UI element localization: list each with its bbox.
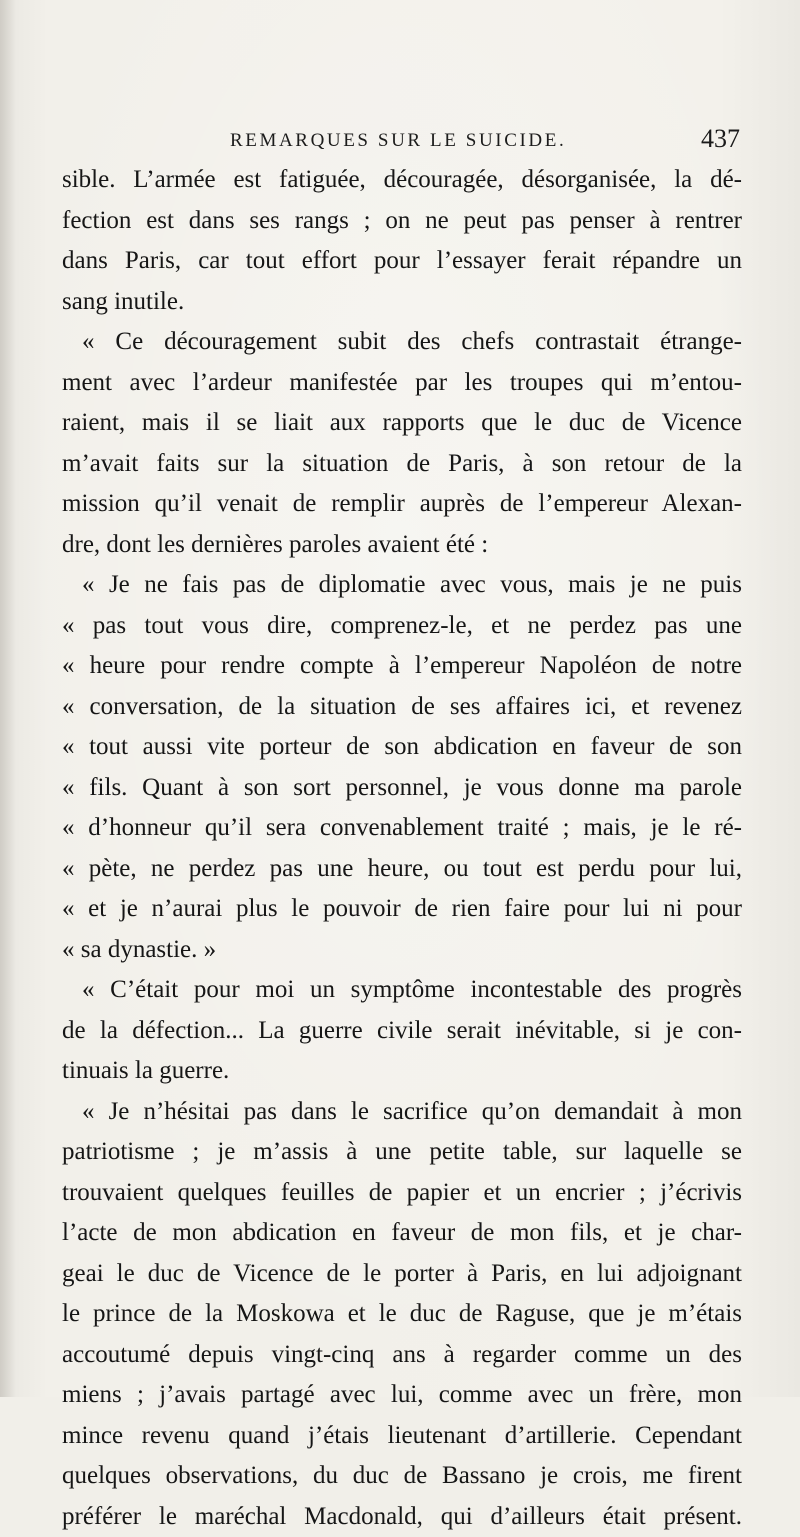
text-line: préférer le maréchal Macdonald, qui d’ailleurs était présent. [62, 1497, 742, 1537]
text-line: sible. L’armée est fatiguée, découragée, désorganisée, la dé- [62, 160, 742, 201]
text-line: miens ; j’avais partagé avec lui, comme avec un frère, mon [62, 1375, 742, 1416]
text-line: « heure pour rendre compte à l’empereur Napoléon de notre [62, 646, 742, 687]
text-line: fection est dans ses rangs ; on ne peut pas penser à rentrer [62, 201, 742, 242]
text-line: « et je n’aurai plus le pouvoir de rien faire pour lui ni pour [62, 889, 742, 930]
text-line: « conversation, de la situation de ses affaires ici, et revenez [62, 687, 742, 728]
text-line: de la défection... La guerre civile serait inévitable, si je con- [62, 1011, 742, 1052]
text-line: trouvaient quelques feuilles de papier et un encrier ; j’écrivis [62, 1173, 742, 1214]
text-line: « d’honneur qu’il sera convenablement traité ; mais, je le ré- [62, 808, 742, 849]
text-line: ment avec l’ardeur manifestée par les troupes qui m’entou- [62, 363, 742, 404]
body-text [62, 160, 742, 1537]
text-line: sang inutile. [62, 282, 742, 323]
text-line: mince revenu quand j’étais lieutenant d’artillerie. Cependant [62, 1416, 742, 1457]
text-line: « fils. Quant à son sort personnel, je vous donne ma parole [62, 768, 742, 809]
text-line: dre, dont les dernières paroles avaient été : [62, 525, 742, 566]
page-gutter-shadow [0, 0, 16, 1397]
text-line: « sa dynastie. » [62, 930, 742, 971]
text-line: l’acte de mon abdication en faveur de mon fils, et je char- [62, 1213, 742, 1254]
text-line: dans Paris, car tout effort pour l’essayer ferait répandre un [62, 241, 742, 282]
text-line: « Je ne fais pas de diplomatie avec vous, mais je ne puis [62, 565, 742, 606]
running-title: REMARQUES SUR LE SUICIDE. [230, 130, 566, 152]
text-line: geai le duc de Vicence de le porter à Paris, en lui adjoignant [62, 1254, 742, 1295]
text-line: quelques observations, du duc de Bassano je crois, me firent [62, 1456, 742, 1497]
text-line: « Je n’hésitai pas dans le sacrifice qu’on demandait à mon [62, 1092, 742, 1133]
text-line: m’avait faits sur la situation de Paris, à son retour de la [62, 444, 742, 485]
page-header [62, 128, 742, 162]
text-line: « tout aussi vite porteur de son abdication en faveur de son [62, 727, 742, 768]
text-line: « pas tout vous dire, comprenez-le, et ne perdez pas une [62, 606, 742, 647]
text-line: patriotisme ; je m’assis à une petite table, sur laquelle se [62, 1132, 742, 1173]
page-number: 437 [701, 124, 740, 154]
text-line: « pète, ne perdez pas une heure, ou tout est perdu pour lui, [62, 849, 742, 890]
text-line: accoutumé depuis vingt-cinq ans à regarder comme un des [62, 1335, 742, 1376]
text-line: « Ce découragement subit des chefs contrastait étrange- [62, 322, 742, 363]
text-line: tinuais la guerre. [62, 1051, 742, 1092]
text-line: le prince de la Moskowa et le duc de Raguse, que je m’étais [62, 1294, 742, 1335]
text-line: « C’était pour moi un symptôme incontestable des progrès [62, 970, 742, 1011]
text-line: mission qu’il venait de remplir auprès de l’empereur Alexan- [62, 484, 742, 525]
text-line: raient, mais il se liait aux rapports que le duc de Vicence [62, 403, 742, 444]
